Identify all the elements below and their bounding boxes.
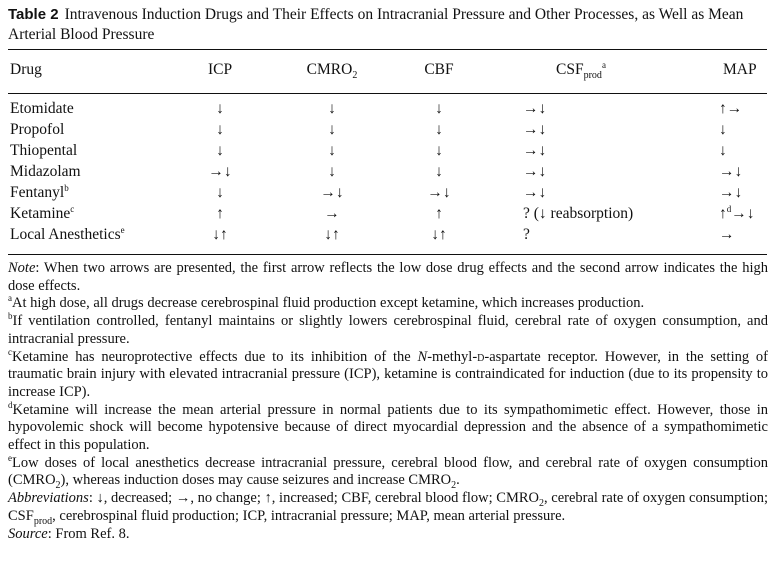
cmro2-cell: ↓↑	[324, 226, 340, 243]
footnote-b-text: If ventilation controlled, fentanyl maintains or slightly lowers cerebrospinal fluid, cerebral rate of oxygen consumption, and intracranial pressure.	[8, 313, 768, 347]
drug-name-text: Propofol	[10, 121, 65, 138]
drug-name	[10, 141, 77, 161]
drug-name	[10, 204, 74, 224]
cmro2-cell: ↓	[328, 163, 336, 180]
cmro2-cell: →↓	[320, 184, 344, 201]
drug-name-text: Etomidate	[10, 100, 74, 117]
map-arrow: →↓	[719, 163, 743, 180]
table-notes	[8, 260, 768, 543]
bottom-rule	[8, 254, 767, 255]
icp-cell: ↓	[216, 121, 224, 138]
footnote-c	[8, 346, 769, 402]
csf-prod-cell: ?	[523, 226, 530, 243]
cbf-cell: →↓	[427, 184, 451, 201]
footnote-c-italic: N	[417, 348, 428, 365]
cbf-cell: ↓↑	[431, 226, 447, 243]
map-cell	[719, 162, 742, 182]
csf-prod-cell: →↓	[523, 100, 547, 117]
map-cell	[719, 99, 742, 119]
footnote-a	[8, 295, 768, 313]
cbf-cell: ↓	[435, 142, 443, 159]
footnote-b	[8, 313, 768, 348]
icp-cell: ↓↑	[212, 226, 228, 243]
drug-name-text: Ketamine	[10, 205, 71, 222]
header-csf-footnote-mark: a	[601, 59, 606, 70]
csf-prod-cell: →↓	[523, 163, 547, 180]
header-csf-sub: prod	[583, 70, 602, 82]
map-cell	[719, 120, 727, 140]
note-paragraph	[8, 260, 768, 295]
cmro2-cell: ↓	[328, 121, 336, 138]
header-map: MAP	[723, 61, 757, 78]
abbreviations-sub-2: prod	[33, 515, 53, 527]
drug-name-text: Thiopental	[10, 142, 78, 159]
header-csf-text: CSF	[556, 61, 584, 78]
footnote-c-text-1: Ketamine has neuroprotective effects due to its inhibition of the	[12, 348, 418, 365]
footnote-c-smallcaps: d	[477, 348, 485, 365]
header-drug: Drug	[10, 61, 42, 78]
footnote-e-text-3: .	[456, 472, 460, 489]
icp-cell: ↑	[216, 205, 224, 222]
footnote-e-sub-2: 2	[451, 480, 457, 492]
drug-footnote-mark: e	[120, 224, 125, 235]
map-arrow: →↓	[719, 184, 743, 201]
header-cmro-sub: 2	[352, 70, 358, 82]
map-arrow: →	[719, 226, 735, 243]
footnote-e-text-1: Low doses of local anesthetics decrease intracranial pressure, cerebral blood flow, and cerebral rate of oxygen consumption (CMRO	[8, 454, 768, 489]
footnote-a-text: At high dose, all drugs decrease cerebrospinal fluid production except ketamine, which increases production.	[12, 295, 645, 312]
header-cmro2	[304, 60, 360, 80]
source-label: Source	[8, 525, 48, 542]
drug-footnote-mark: c	[70, 203, 75, 214]
cbf-cell: ↑	[435, 205, 443, 222]
top-rule	[8, 49, 767, 50]
cmro2-cell: ↓	[328, 142, 336, 159]
cmro2-cell: →	[324, 205, 340, 222]
cbf-cell: ↓	[435, 163, 443, 180]
cbf-cell: ↓	[435, 100, 443, 117]
drug-name	[10, 183, 69, 203]
footnote-e	[8, 452, 768, 492]
icp-cell: ↓	[216, 142, 224, 159]
table-label: Table 2	[8, 6, 59, 23]
footnote-e-sub-1: 2	[55, 480, 61, 492]
drug-name-text: Fentanyl	[10, 184, 65, 201]
header-icp: ICP	[207, 61, 233, 78]
drug-name	[10, 225, 125, 245]
header-cbf: CBF	[424, 61, 454, 78]
footnote-e-text-2: ), whereas induction doses may cause seizures and increase CMRO	[60, 472, 452, 489]
footnote-b-mark: b	[8, 311, 13, 322]
abbreviations-sub-1: 2	[538, 498, 544, 510]
footnote-c-mark: c	[8, 346, 12, 357]
header-csf-prod	[556, 60, 606, 80]
cbf-cell: ↓	[435, 121, 443, 138]
map-arrow: ↓	[719, 121, 727, 138]
table-title-text: Intravenous Induction Drugs and Their Effects on Intracranial Pressure and Other Processes, as Well as Mean Arterial Blood Pressure	[8, 6, 744, 43]
map-arrow: ↑→	[719, 100, 743, 117]
cmro2-cell: ↓	[328, 100, 336, 117]
abbreviations	[8, 490, 768, 525]
drug-name	[10, 162, 81, 182]
icp-cell: →↓	[208, 163, 232, 180]
drug-name-text: Midazolam	[10, 163, 81, 180]
map-arrow: ↑	[719, 205, 727, 222]
source-text: : From Ref. 8.	[47, 525, 130, 542]
csf-prod-cell: →↓	[523, 142, 547, 159]
footnote-d-mark: d	[8, 399, 13, 410]
footnote-c-text-3: -aspartate receptor. However, in the setting of traumatic brain injury with elevated intracranial pressure (ICP), ketamine is contraindicated for induction (due to its propensity to increase ICP).	[8, 348, 769, 400]
abbreviations-text-2: , cerebral rate of oxygen consumption; CSF	[8, 490, 768, 524]
csf-prod-cell: ? (↓ reabsorption)	[523, 205, 634, 222]
map-cell	[719, 204, 755, 224]
note-text: : When two arrows are presented, the first arrow reflects the low dose drug effects and the second arrow indicates the high dose effects.	[8, 260, 768, 294]
icp-cell: ↓	[216, 184, 224, 201]
table-title	[8, 5, 768, 45]
map-arrow: ↓	[719, 142, 727, 159]
abbreviations-label: Abbreviations	[8, 490, 89, 507]
header-cmro-text: CMRO	[306, 61, 353, 78]
map-cell	[719, 141, 727, 161]
note-label: Note	[8, 260, 36, 276]
drug-name-text: Local Anesthetics	[10, 226, 121, 243]
abbreviations-text-3: , cerebrospinal fluid production; ICP, intracranial pressure; MAP, mean arterial pressure.	[52, 507, 566, 524]
footnote-d-text: Ketamine will increase the mean arterial pressure in normal patients due to its sympathomimetic effect. However, those in hypovolemic shock will become hypotensive because of direct myocardial depression and the absence of a sympathomimetic effect in this population.	[8, 401, 768, 454]
map-cell	[719, 183, 742, 203]
csf-prod-cell: →↓	[523, 184, 547, 201]
icp-cell: ↓	[216, 100, 224, 117]
csf-prod-cell: →↓	[523, 121, 547, 138]
drug-name	[10, 120, 64, 140]
drug-footnote-mark: b	[64, 182, 69, 193]
map-arrow-rest: →↓	[731, 205, 755, 222]
footnote-e-mark: e	[8, 452, 12, 463]
abbreviations-text-1: : ↓, decreased; →, no change; ↑, increased; CBF, cerebral blood flow; CMRO	[88, 490, 539, 507]
map-cell	[719, 225, 735, 245]
map-footnote-mark: d	[726, 203, 732, 214]
footnote-d	[8, 399, 768, 455]
drug-name	[10, 99, 74, 119]
footnote-a-mark: a	[8, 293, 12, 304]
source	[8, 526, 768, 544]
footnote-c-text-2: -methyl-	[427, 348, 478, 365]
header-rule	[8, 93, 767, 94]
